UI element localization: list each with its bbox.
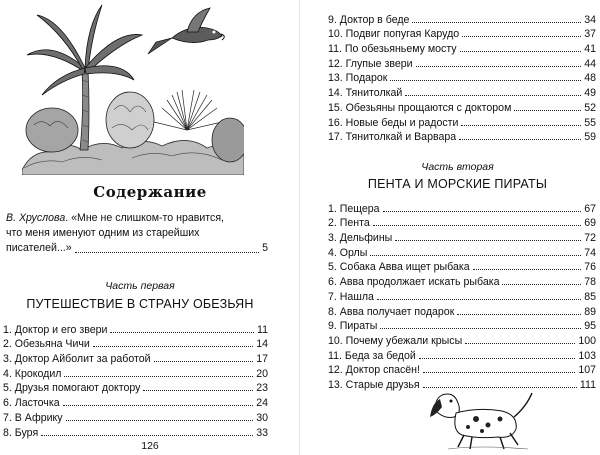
toc-entry[interactable] [3,321,268,336]
toc-entry-page: 89 [584,305,596,318]
toc-entry-page: 72 [584,232,596,245]
dot-leader [143,390,253,391]
right-page [300,0,600,455]
toc-part-one-continued [328,11,596,143]
toc-entry[interactable] [328,40,596,55]
toc-entry[interactable] [3,424,268,439]
toc-entry[interactable] [328,129,596,144]
toc-entry-page: 74 [584,246,596,259]
toc-entry[interactable] [328,318,596,333]
toc-entry[interactable] [328,229,596,244]
toc-entry-page: 52 [584,101,596,114]
toc-entry-title: 17. Тянитолкай и Варвара [328,131,457,144]
dot-leader [75,252,259,253]
intro-page-number: 5 [262,242,268,254]
toc-entry[interactable] [328,114,596,129]
dot-leader [377,299,581,300]
dot-leader [423,372,575,373]
toc-entry-title: 4. Крокодил [3,367,62,380]
toc-entry-page: 48 [584,72,596,85]
dot-leader [473,269,582,270]
toc-entry-title: 2. Пента [328,217,370,230]
toc-entry-page: 33 [256,426,268,439]
dog-illustration [418,383,538,453]
toc-entry[interactable] [328,99,596,114]
toc-entry[interactable] [328,362,596,377]
toc-entry-page: 11 [257,323,268,336]
toc-entry-title: 12. Глупые звери [328,57,413,70]
toc-entry-page: 14 [256,338,268,351]
toc-entry-title: 16. Новые беды и радости [328,116,459,129]
toc-entry-page: 85 [584,290,596,303]
dot-leader [460,51,582,52]
toc-entry-title: 1. Пещера [328,202,380,215]
dot-leader [93,346,253,347]
toc-entry-page: 100 [578,334,596,347]
toc-entry[interactable] [328,200,596,215]
toc-entry-page: 95 [584,320,596,333]
toc-entry-title: 9. Пираты [328,320,378,333]
toc-entry[interactable] [328,288,596,303]
toc-entry-title: 3. Доктор Айболит за работой [3,353,151,366]
toc-entry[interactable] [3,394,268,409]
dot-leader [465,343,575,344]
toc-entry-title: 15. Обезьяны прощаются с доктором [328,101,512,114]
dot-leader [390,80,581,81]
toc-entry-page: 103 [578,349,596,362]
toc-entry-page: 34 [584,13,596,26]
toc-entry-title: 10. Почему убежали крысы [328,334,463,347]
toc-entry-title: 8. Буря [3,426,39,439]
toc-entry[interactable] [3,380,268,395]
toc-entry-page: 37 [584,28,596,41]
toc-entry-page: 41 [584,43,596,56]
toc-entry[interactable] [328,26,596,41]
toc-entry-title: 5. Собака Авва ищет рыбака [328,261,470,274]
toc-entry[interactable] [328,259,596,274]
intro-entry[interactable] [6,211,268,256]
dot-leader [459,139,581,140]
dot-leader [383,211,582,212]
toc-entry-page: 55 [584,116,596,129]
toc-entry-page: 20 [256,367,268,380]
toc-entry-title: 6. Ласточка [3,397,60,410]
toc-entry[interactable] [328,244,596,259]
dot-leader [63,405,254,406]
toc-entry-title: 7. В Африку [3,411,63,424]
toc-entry-page: 78 [584,276,596,289]
dot-leader [514,110,581,111]
toc-entry-title: 3. Дельфины [328,232,393,245]
dot-leader [380,328,581,329]
toc-entry-page: 67 [584,202,596,215]
toc-entry-title: 13. Подарок [328,72,388,85]
toc-entry[interactable] [328,55,596,70]
dot-leader [405,95,581,96]
dot-leader [154,361,254,362]
dot-leader [502,284,581,285]
toc-entry[interactable] [328,70,596,85]
parrot-icon [148,8,224,54]
toc-entry-title: 11. Беда за бедой [328,349,416,362]
dot-leader [66,420,254,421]
toc-entry-page: 59 [584,131,596,144]
toc-entry[interactable] [3,365,268,380]
dot-leader [412,22,581,23]
toc-entry-page: 111 [579,378,596,391]
contents-title: Содержание [93,183,207,201]
toc-part-two [328,200,596,391]
dot-leader [461,125,581,126]
dot-leader [110,332,254,333]
dot-leader [64,376,253,377]
toc-entry[interactable] [328,84,596,99]
toc-entry[interactable] [3,350,268,365]
part-two-title: ПЕНТА И МОРСКИЕ ПИРАТЫ [367,177,548,191]
toc-entry-title: 8. Авва получает подарок [328,305,455,318]
dot-leader [373,225,581,226]
dot-leader [370,255,581,256]
toc-entry[interactable] [328,11,596,26]
toc-entry-title: 4. Орлы [328,246,368,259]
toc-entry-title: 7. Нашла [328,290,374,303]
toc-entry-title: 10. Подвиг попугая Карудо [328,28,460,41]
toc-entry-title: 12. Доктор спасён! [328,364,420,377]
part-one-label: Часть первая [105,280,175,292]
toc-entry[interactable] [3,409,268,424]
toc-entry[interactable] [328,347,596,362]
intro-line-2: что меня именуют одним из старейших [6,227,200,239]
toc-entry-page: 69 [584,217,596,230]
toc-entry[interactable] [328,303,596,318]
toc-entry-title: 5. Друзья помогают доктору [3,382,141,395]
toc-entry-page: 30 [256,411,268,424]
dot-leader [419,358,576,359]
part-one-title: ПУТЕШЕСТВИЕ В СТРАНУ ОБЕЗЬЯН [26,297,254,311]
intro-line-1: . «Мне не слишком-то нравится, [65,212,225,224]
toc-entry-title: 14. Тянитолкай [328,87,403,100]
toc-entry[interactable] [328,273,596,288]
toc-entry[interactable] [3,336,268,351]
toc-entry-title: 1. Доктор и его звери [3,323,108,336]
toc-entry-title: 2. Обезьяна Чичи [3,338,90,351]
toc-entry-title: 6. Авва продолжает искать рыбака [328,276,500,289]
toc-entry-page: 76 [584,261,596,274]
dot-leader [462,36,581,37]
dot-leader [457,314,581,315]
intro-author: В. Хруслова [6,212,66,224]
intro-line-3: писателей...» [6,242,72,254]
toc-entry-title: 11. По обезьяньему мосту [328,43,457,56]
toc-entry-page: 17 [256,353,268,366]
dot-leader [395,240,581,241]
toc-entry-page: 23 [256,382,268,395]
toc-entry-page: 24 [256,397,268,410]
toc-entry[interactable] [328,332,596,347]
part-two-label: Часть вторая [421,161,494,173]
toc-part-one [3,321,268,439]
toc-entry-title: 13. Старые друзья [328,378,420,391]
toc-entry[interactable] [328,215,596,230]
toc-entry-page: 44 [584,57,596,70]
toc-entry-title: 9. Доктор в беде [328,13,410,26]
toc-entry-page: 107 [578,364,596,377]
jungle-parrot-illustration [22,0,244,175]
dot-leader [416,66,582,67]
toc-entry-page: 49 [584,87,596,100]
dot-leader [41,435,253,436]
page-number-left: 126 [141,440,159,452]
